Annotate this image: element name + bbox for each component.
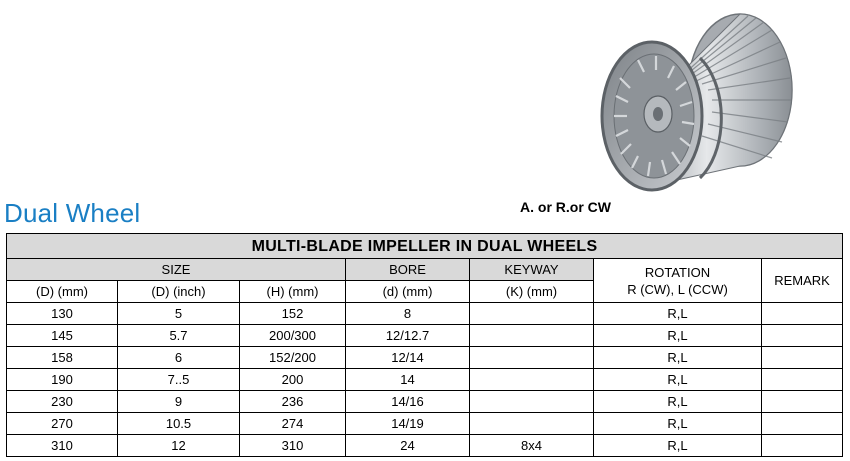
cell-h-mm: 200/300 <box>240 325 346 347</box>
cell-d-inch: 9 <box>118 391 240 413</box>
table-title: MULTI-BLADE IMPELLER IN DUAL WHEELS <box>7 234 843 259</box>
cell-remark <box>762 391 843 413</box>
bore-group-header: BORE <box>346 259 470 281</box>
table-row <box>7 303 843 325</box>
blower-wheel-image <box>590 8 804 192</box>
cell-bore: 14/19 <box>346 413 470 435</box>
table-body <box>7 303 843 457</box>
cell-remark <box>762 347 843 369</box>
rotation-header-line2: R (CW), L (CCW) <box>627 281 728 297</box>
size-group-header: SIZE <box>7 259 346 281</box>
cell-h-mm: 310 <box>240 435 346 457</box>
table-row <box>7 413 843 435</box>
cell-d-inch: 5 <box>118 303 240 325</box>
cell-d-mm: 190 <box>7 369 118 391</box>
image-caption: A. or R.or CW <box>520 199 611 215</box>
cell-keyway <box>470 347 594 369</box>
column-header: (H) (mm) <box>240 281 346 303</box>
cell-rotation: R,L <box>594 303 762 325</box>
table-row <box>7 369 843 391</box>
keyway-group-header: KEYWAY <box>470 259 594 281</box>
cell-h-mm: 152 <box>240 303 346 325</box>
cell-rotation: R,L <box>594 435 762 457</box>
cell-rotation: R,L <box>594 391 762 413</box>
table-row <box>7 347 843 369</box>
cell-remark <box>762 303 843 325</box>
cell-remark <box>762 413 843 435</box>
cell-d-mm: 230 <box>7 391 118 413</box>
column-header: (d) (mm) <box>346 281 470 303</box>
cell-d-mm: 145 <box>7 325 118 347</box>
cell-d-mm: 310 <box>7 435 118 457</box>
cell-remark <box>762 435 843 457</box>
cell-remark <box>762 325 843 347</box>
cell-keyway <box>470 369 594 391</box>
cell-d-inch: 12 <box>118 435 240 457</box>
impeller-spec-table <box>6 233 843 457</box>
rotation-header-line1: ROTATION <box>644 264 711 280</box>
cell-rotation: R,L <box>594 369 762 391</box>
cell-keyway <box>470 413 594 435</box>
cell-bore: 12/14 <box>346 347 470 369</box>
cell-rotation: R,L <box>594 347 762 369</box>
cell-bore: 12/12.7 <box>346 325 470 347</box>
table-row <box>7 391 843 413</box>
cell-keyway <box>470 325 594 347</box>
table-row <box>7 435 843 457</box>
cell-h-mm: 236 <box>240 391 346 413</box>
cell-rotation: R,L <box>594 325 762 347</box>
rotation-header <box>594 259 762 303</box>
cell-h-mm: 152/200 <box>240 347 346 369</box>
cell-d-inch: 7..5 <box>118 369 240 391</box>
column-header: (K) (mm) <box>470 281 594 303</box>
cell-keyway <box>470 303 594 325</box>
cell-h-mm: 200 <box>240 369 346 391</box>
cell-d-mm: 158 <box>7 347 118 369</box>
cell-d-mm: 130 <box>7 303 118 325</box>
cell-bore: 14/16 <box>346 391 470 413</box>
cell-rotation: R,L <box>594 413 762 435</box>
cell-d-mm: 270 <box>7 413 118 435</box>
table-row <box>7 325 843 347</box>
cell-d-inch: 5.7 <box>118 325 240 347</box>
cell-d-inch: 10.5 <box>118 413 240 435</box>
column-header: (D) (mm) <box>7 281 118 303</box>
cell-keyway <box>470 391 594 413</box>
page-title: Dual Wheel <box>4 198 141 228</box>
cell-h-mm: 274 <box>240 413 346 435</box>
remark-header: REMARK <box>762 259 843 303</box>
cell-d-inch: 6 <box>118 347 240 369</box>
cell-keyway: 8x4 <box>470 435 594 457</box>
cell-bore: 24 <box>346 435 470 457</box>
cell-remark <box>762 369 843 391</box>
cell-bore: 14 <box>346 369 470 391</box>
column-header: (D) (inch) <box>118 281 240 303</box>
cell-bore: 8 <box>346 303 470 325</box>
